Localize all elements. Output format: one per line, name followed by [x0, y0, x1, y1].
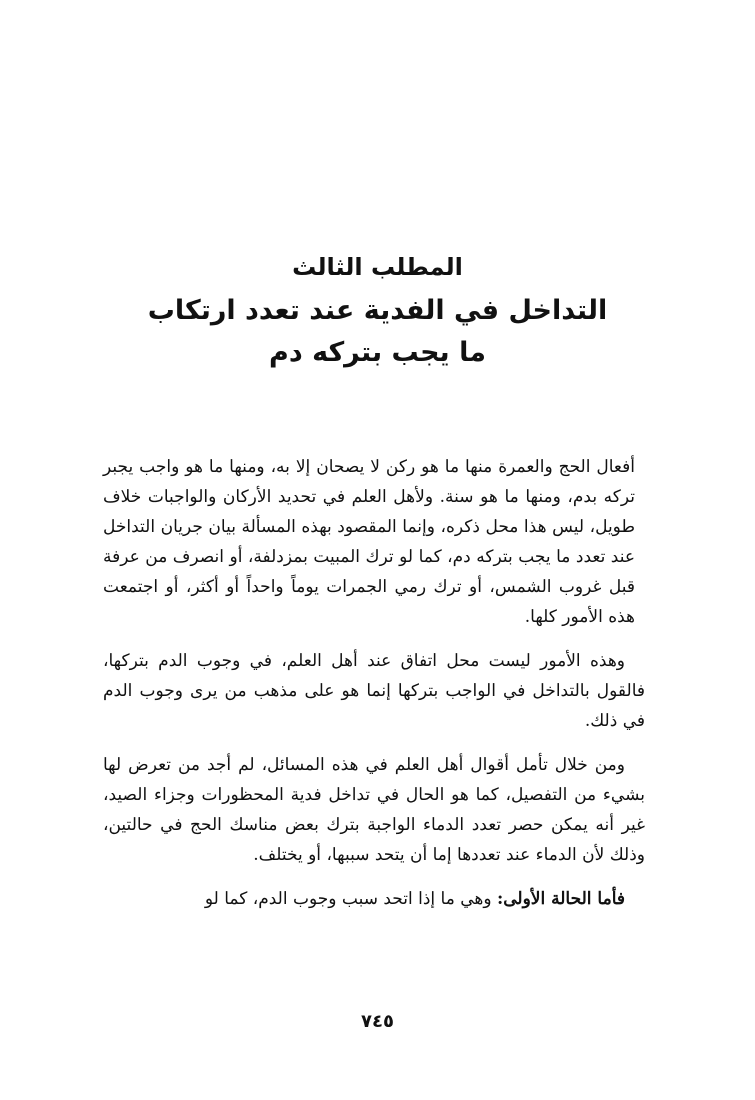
section-title: المطلب الثالث — [292, 253, 463, 281]
section-subtitle-line2: ما يجب بتركه دم — [269, 337, 486, 368]
section-subtitle-line1: التداخل في الفدية عند تعدد ارتكاب — [147, 295, 608, 326]
paragraph-2: وهذه الأمور ليست محل اتفاق عند أهل العلم، في وجوب الدم بتركها، فالقول بالتداخل في الواجب بتركها إنما هو على مذهب من يرى وجوب الدم في ذلك. — [103, 651, 645, 731]
paragraph-4-lead: فأما الحالة الأولى: — [496, 889, 625, 909]
paragraph-4 — [103, 884, 645, 914]
page-number: ٧٤٥ — [361, 1011, 394, 1032]
body-text — [103, 452, 645, 928]
paragraph-1: أفعال الحج والعمرة منها ما هو ركن لا يصحان إلا به، ومنها ما هو واجب يجبر تركه بدم، ومنها ما هو سنة. ولأهل العلم في تحديد الأركان والواجبات خلاف طويل، ليس هذا محل ذكره، وإنما المقصود بهذه المسألة بيان جريان التداخل عند تعدد ما يجب بتركه دم، كما لو ترك المبيت بمزدلفة، أو انصرف من عرفة قبل غروب الشمس، أو ترك رمي الجمرات يوماً واحداً أو أكثر، أو اجتمعت هذه الأمور كلها. — [103, 457, 635, 627]
paragraph-4-text: وهي ما إذا اتحد سبب وجوب الدم، كما لو — [204, 889, 497, 909]
section-heading — [100, 250, 655, 374]
paragraph-3: ومن خلال تأمل أقوال أهل العلم في هذه المسائل، لم أجد من تعرض لها بشيء من التفصيل، كما هو الحال في تداخل فدية المحظورات وجزاء الصيد، غير أنه يمكن حصر تعدد الدماء الواجبة بترك بعض مناسك الحج في حالتين، وذلك لأن الدماء عند تعددها إما أن يتحد سببها، أو يختلف. — [103, 755, 645, 865]
